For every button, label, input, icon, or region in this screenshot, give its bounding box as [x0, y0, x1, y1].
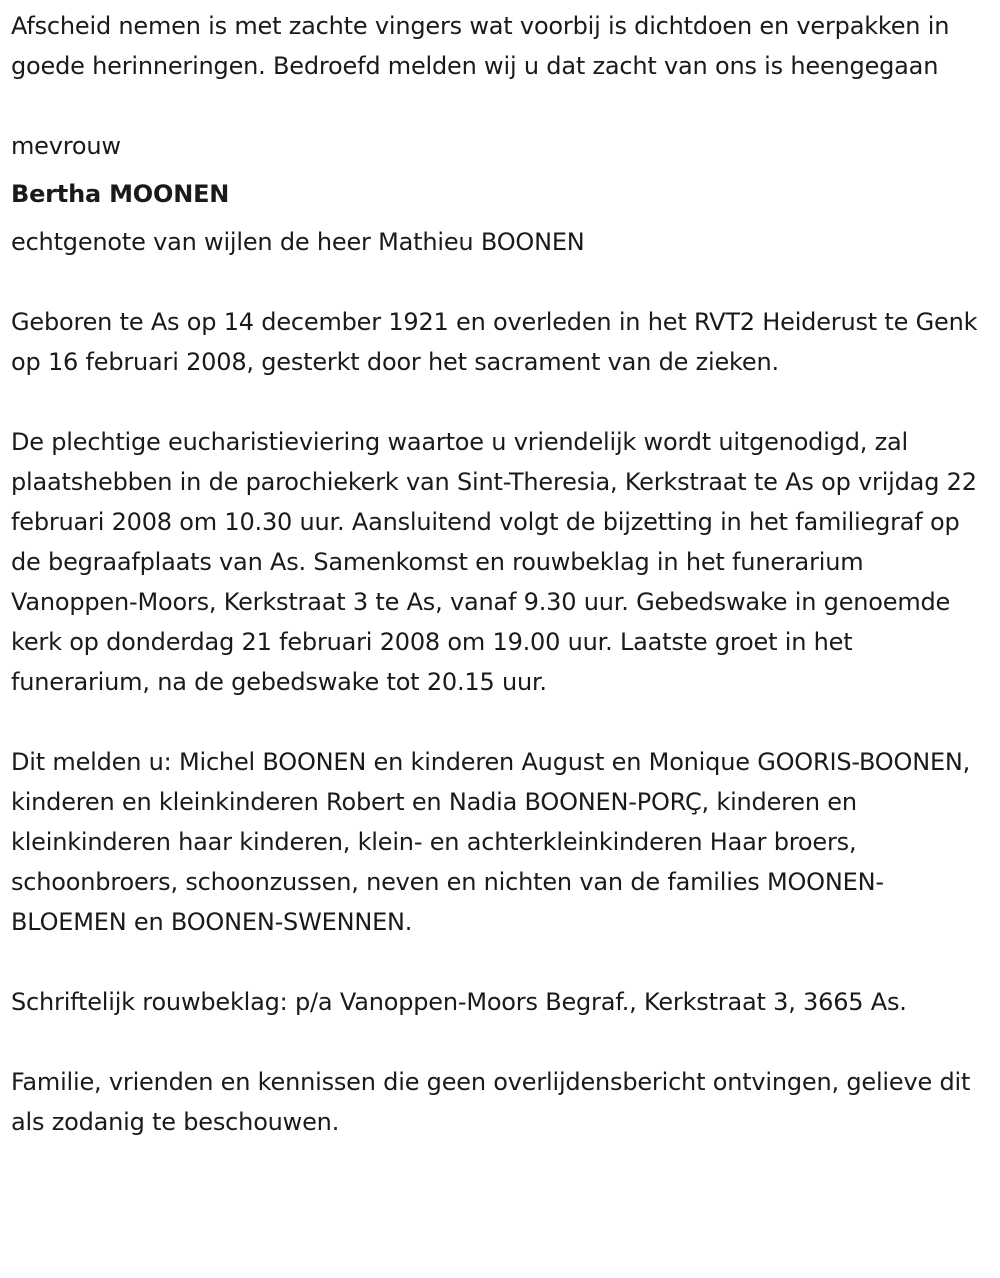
birth-death-paragraph: Geboren te As op 14 december 1921 en overleden in het RVT2 Heiderust te Genk op 16 februari 2008, gesterkt door het sacrament van de zieken.: [11, 308, 978, 376]
title-prefix: mevrouw: [11, 132, 121, 160]
ceremony-paragraph: De plechtige eucharistieviering waartoe u vriendelijk wordt uitgenodigd, zal plaatshebben in de parochiekerk van Sint-Theresia, Kerkstraat te As op vrijdag 22 februari 2008 om 10.30 uur. Aansluitend volgt de bijzetting in het familiegraf op de begraafplaats van As. Samenkomst en rouwbeklag in het funerarium Vanoppen-Moors, Kerkstraat 3 te As, vanaf 9.30 uur. Gebedswake in genoemde kerk op donderdag 21 februari 2008 om 19.00 uur. Laatste groet in het funerarium, na de gebedswake tot 20.15 uur.: [11, 428, 977, 696]
spacer: [11, 382, 996, 422]
spouse-line: echtgenote van wijlen de heer Mathieu BOONEN: [11, 228, 585, 256]
spacer: [11, 942, 996, 982]
spacer: [11, 1022, 996, 1062]
spacer: [11, 166, 996, 174]
deceased-name: Bertha MOONEN: [11, 180, 230, 208]
spacer: [11, 262, 996, 302]
closing-paragraph: Familie, vrienden en kennissen die geen overlijdensbericht ontvingen, gelieve dit als zodanig te beschouwen.: [11, 1068, 971, 1136]
obituary-notice: [11, 6, 996, 1142]
opening-paragraph: Afscheid nemen is met zachte vingers wat voorbij is dichtdoen en verpakken in goede herinneringen. Bedroefd melden wij u dat zacht van ons is heengegaan: [11, 12, 950, 80]
written-condolences-paragraph: Schriftelijk rouwbeklag: p/a Vanoppen-Moors Begraf., Kerkstraat 3, 3665 As.: [11, 988, 907, 1016]
spacer: [11, 86, 996, 126]
spacer: [11, 214, 996, 222]
spacer: [11, 702, 996, 742]
announced-by-paragraph: Dit melden u: Michel BOONEN en kinderen August en Monique GOORIS-BOONEN, kinderen en kleinkinderen Robert en Nadia BOONEN-PORÇ, kinderen en kleinkinderen haar kinderen, klein- en achterkleinkinderen Haar broers, schoonbroers, schoonzussen, neven en nichten van de families MOONEN-BLOEMEN en BOONEN-SWENNEN.: [11, 748, 971, 936]
